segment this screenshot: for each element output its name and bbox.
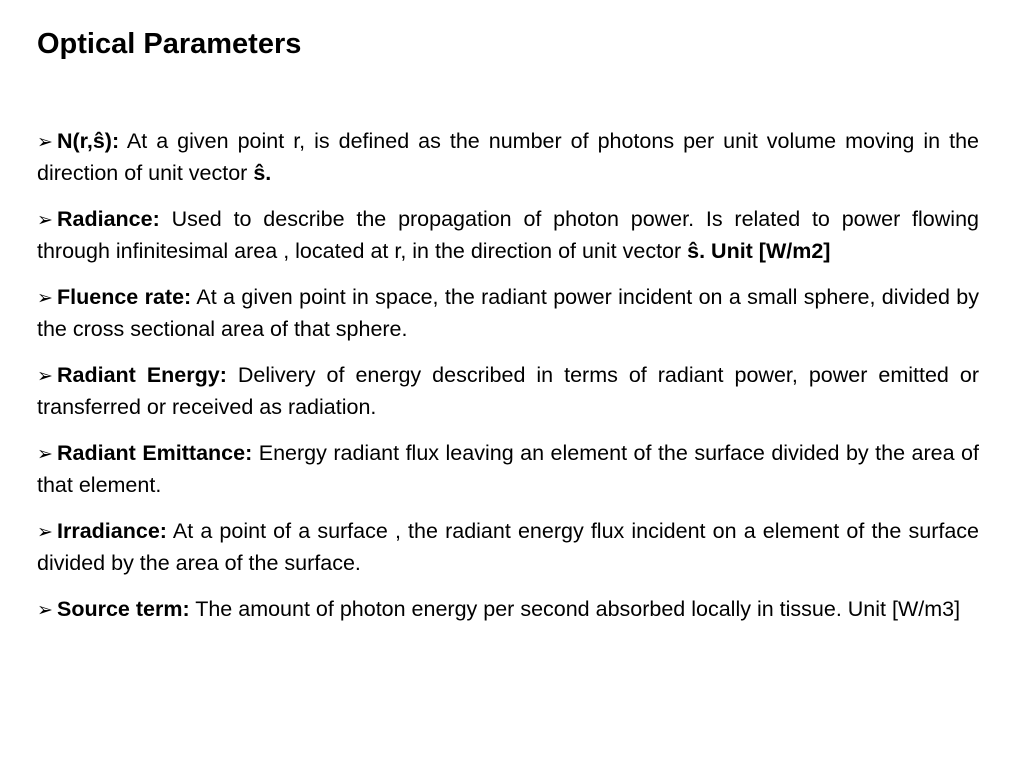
bullet-source-term bbox=[37, 594, 979, 626]
arrow-bullet-icon: ➢ bbox=[37, 210, 53, 231]
bullet-text: The amount of photon energy per second absorbed locally in tissue. Unit [W/m3] bbox=[189, 597, 961, 621]
bullet-term: N(r,ŝ): bbox=[57, 129, 120, 153]
bullet-term: Radiance: bbox=[57, 207, 160, 231]
bullet-radiant-emittance bbox=[37, 438, 979, 501]
bullet-term: Source term: bbox=[57, 597, 190, 621]
definition-list bbox=[37, 126, 979, 641]
bullet-photon-density bbox=[37, 126, 979, 189]
arrow-bullet-icon: ➢ bbox=[37, 366, 53, 387]
bullet-text: Energy radiant flux leaving an element of the surface divided by the area of that element. bbox=[37, 441, 979, 497]
bullet-irradiance bbox=[37, 516, 979, 579]
bullet-text: Delivery of energy described in terms of radiant power, power emitted or transferred or received as radiation. bbox=[37, 363, 979, 419]
bullet-strong-tail: ŝ. bbox=[253, 161, 272, 185]
arrow-bullet-icon: ➢ bbox=[37, 600, 53, 621]
arrow-bullet-icon: ➢ bbox=[37, 288, 53, 309]
arrow-bullet-icon: ➢ bbox=[37, 444, 53, 465]
bullet-term: Radiant Emittance: bbox=[57, 441, 253, 465]
bullet-radiant-energy bbox=[37, 360, 979, 423]
bullet-strong-tail: ŝ. Unit [W/m2] bbox=[687, 239, 831, 263]
bullet-text: Used to describe the propagation of photon power. Is related to power flowing through infinitesimal area , located at r, in the direction of unit vector bbox=[37, 207, 979, 263]
bullet-fluence-rate bbox=[37, 282, 979, 345]
bullet-term: Irradiance: bbox=[57, 519, 167, 543]
bullet-radiance bbox=[37, 204, 979, 267]
bullet-text: At a point of a surface , the radiant energy flux incident on a element of the surface divided by the area of the surface. bbox=[37, 519, 979, 575]
slide-title: Optical Parameters bbox=[37, 28, 302, 60]
bullet-term: Fluence rate: bbox=[57, 285, 192, 309]
arrow-bullet-icon: ➢ bbox=[37, 132, 53, 153]
bullet-text: At a given point r, is defined as the number of photons per unit volume moving in the direction of unit vector bbox=[37, 129, 979, 185]
arrow-bullet-icon: ➢ bbox=[37, 522, 53, 543]
bullet-term: Radiant Energy: bbox=[57, 363, 227, 387]
bullet-text: At a given point in space, the radiant power incident on a small sphere, divided by the cross sectional area of that sphere. bbox=[37, 285, 979, 341]
